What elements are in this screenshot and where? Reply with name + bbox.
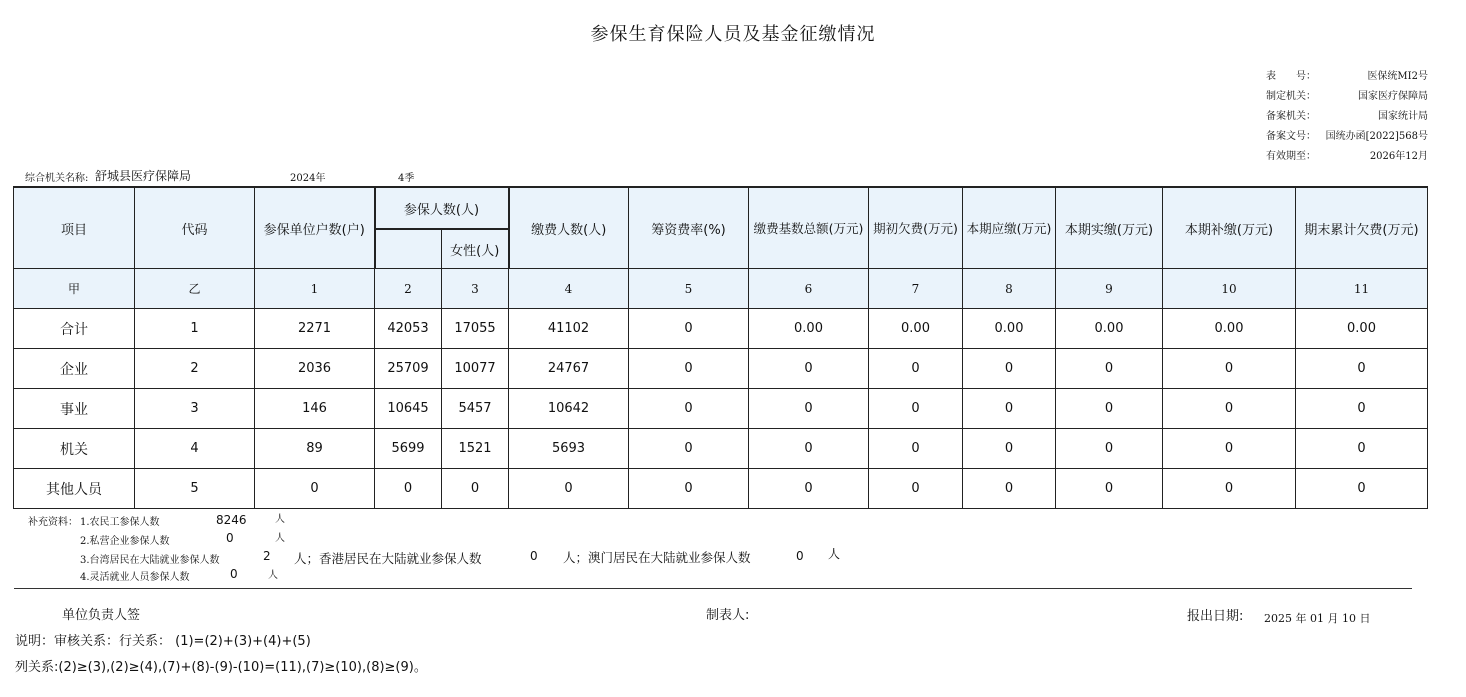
table-cell: 0 [1296,429,1428,469]
table-cell: 5699 [375,429,442,469]
supplement-flexible-value: 0 [230,567,238,581]
index-cell: 甲 [14,269,135,309]
table-cell: 0 [1163,389,1296,429]
index-cell: 2 [375,269,442,309]
header-paid: 本期实缴(万元) [1056,187,1163,269]
header-due: 本期应缴(万元) [963,187,1056,269]
org-name: 舒城县医疗保障局 [95,169,192,183]
table-cell: 0 [629,309,749,349]
table-row [14,349,1428,389]
index-cell: 6 [749,269,869,309]
maker-label: 制表人: [706,608,750,623]
table-cell: 2271 [255,309,375,349]
header-arrears-begin: 期初欠费(万元) [869,187,963,269]
table-cell: 4 [135,429,255,469]
table-cell: 5693 [509,429,629,469]
table-cell: 0.00 [749,309,869,349]
table-cell: 0 [629,349,749,389]
table-cell: 0.00 [963,309,1056,349]
meta-value: 2026年12月 [1369,151,1428,162]
report-meta [1266,67,1428,167]
supplement-hk-value: 0 [530,549,538,563]
table-row [14,429,1428,469]
report-year: 2024年 [290,173,326,184]
row-label: 事业 [14,389,135,429]
index-cell: 9 [1056,269,1163,309]
table-cell: 25709 [375,349,442,389]
table-cell: 5457 [442,389,509,429]
index-cell: 8 [963,269,1056,309]
table-cell: 17055 [442,309,509,349]
meta-row [1266,107,1428,127]
table-cell: 0 [749,469,869,509]
meta-row [1266,87,1428,107]
table-cell: 0 [963,469,1056,509]
index-cell: 11 [1296,269,1428,309]
table-cell: 0 [509,469,629,509]
meta-label: 制定机关： [1266,91,1316,102]
supplement-hk-label: 人；香港居民在大陆就业参保人数 [294,551,482,566]
header-insured: 参保人数(人) [375,187,509,229]
table-cell: 0 [749,349,869,389]
table-row [14,309,1428,349]
meta-label: 表 号： [1266,71,1316,82]
table-cell: 0.00 [869,309,963,349]
header-supplement: 本期补缴(万元) [1163,187,1296,269]
insurance-table [13,186,1428,509]
table-cell: 0 [1296,389,1428,429]
table-cell: 1 [135,309,255,349]
audit-note: 说明：审核关系：行关系： (1)=(2)+(3)+(4)+(5) [15,634,311,649]
row-label: 企业 [14,349,135,389]
report-date-value: 2025 年 01 月 10 日 [1264,612,1371,625]
table-cell: 10645 [375,389,442,429]
index-cell: 1 [255,269,375,309]
supplement-migrant-label: 1.农民工参保人数 [80,517,160,528]
table-cell: 5 [135,469,255,509]
table-cell: 0 [963,429,1056,469]
supplement-macau-value: 0 [796,549,804,563]
table-cell: 0.00 [1296,309,1428,349]
table-cell: 0 [869,469,963,509]
meta-row [1266,127,1428,147]
index-row [14,269,1428,309]
index-cell: 7 [869,269,963,309]
table-cell: 0 [1056,389,1163,429]
table-cell: 0 [869,349,963,389]
header-units: 参保单位户数(户) [255,187,375,269]
header-payers: 缴费人数(人) [509,187,629,269]
divider [14,588,1412,589]
header-rate: 筹资费率(%) [629,187,749,269]
index-cell: 4 [509,269,629,309]
table-cell: 0 [1296,469,1428,509]
supplement-flexible-label: 4.灵活就业人员参保人数 [80,572,190,583]
header-female: 女性(人) [442,229,509,269]
table-cell: 10642 [509,389,629,429]
index-cell: 乙 [135,269,255,309]
table-cell: 0 [255,469,375,509]
table-row [14,469,1428,509]
header-item: 项目 [14,187,135,269]
row-label: 合计 [14,309,135,349]
table-cell: 0.00 [1056,309,1163,349]
header-arrears-end: 期末累计欠费(万元) [1296,187,1428,269]
supplement-taiwan-value: 2 [263,549,271,563]
supplement-taiwan-label: 3.台湾居民在大陆就业参保人数 [80,555,220,566]
header-base: 缴费基数总额(万元) [749,187,869,269]
supplement-unit: 人 [828,547,841,561]
table-cell: 24767 [509,349,629,389]
org-label: 综合机关名称: [25,173,89,184]
meta-label: 备案机关： [1266,111,1316,122]
table-cell: 10077 [442,349,509,389]
table-cell: 0 [1056,429,1163,469]
table-cell: 0 [749,429,869,469]
supplement-macau-label: 人；澳门居民在大陆就业参保人数 [563,550,751,565]
index-cell: 5 [629,269,749,309]
row-label: 机关 [14,429,135,469]
meta-row [1266,67,1428,87]
supplement-prefix: 补充资料： [28,517,78,528]
table-cell: 0 [1056,469,1163,509]
index-cell: 10 [1163,269,1296,309]
table-cell: 0 [749,389,869,429]
supplement-private-label: 2.私营企业参保人数 [80,536,170,547]
signer-label: 单位负责人签 [62,608,141,623]
table-cell: 41102 [509,309,629,349]
table-cell: 3 [135,389,255,429]
supplement-private-value: 0 [226,531,234,545]
supplement-unit: 人 [268,570,278,581]
table-cell: 2 [135,349,255,389]
meta-label: 有效期至： [1266,151,1316,162]
table-cell: 0 [1056,349,1163,389]
report-title: 参保生育保险人员及基金征缴情况 [590,24,876,45]
supplement-migrant-value: 8246 [216,513,247,527]
report-quarter: 4季 [398,173,415,184]
table-cell: 0 [963,389,1056,429]
table-cell: 0 [963,349,1056,389]
table-cell: 0 [1296,349,1428,389]
table-cell: 0 [869,429,963,469]
table-cell: 0 [629,429,749,469]
index-cell: 3 [442,269,509,309]
meta-label: 备案文号： [1266,131,1316,142]
table-cell: 0.00 [1163,309,1296,349]
supplement-unit: 人 [275,533,285,544]
table-cell: 1521 [442,429,509,469]
table-cell: 0 [869,389,963,429]
table-cell: 0 [442,469,509,509]
table-row [14,389,1428,429]
meta-value: 医保统MI2号 [1367,71,1428,82]
meta-value: 国家医疗保障局 [1358,91,1428,102]
supplement-unit: 人 [275,514,285,525]
meta-value: 国统办函[2022]568号 [1325,131,1428,142]
header-row [14,187,1428,229]
table-cell: 0 [375,469,442,509]
header-insured-total [375,229,442,269]
table-cell: 0 [629,469,749,509]
table-cell: 2036 [255,349,375,389]
table-cell: 42053 [375,309,442,349]
table-cell: 0 [629,389,749,429]
table-cell: 0 [1163,429,1296,469]
meta-value: 国家统计局 [1378,111,1428,122]
table-cell: 0 [1163,349,1296,389]
table-cell: 146 [255,389,375,429]
column-relation-note: 列关系:(2)≥(3),(2)≥(4),(7)+(8)-(9)-(10)=(11),(7)≥(10),(8)≥(9)。 [15,660,427,675]
meta-row [1266,147,1428,167]
table-cell: 89 [255,429,375,469]
report-date-label: 报出日期: [1187,609,1244,624]
row-label: 其他人员 [14,469,135,509]
table-cell: 0 [1163,469,1296,509]
header-code: 代码 [135,187,255,269]
